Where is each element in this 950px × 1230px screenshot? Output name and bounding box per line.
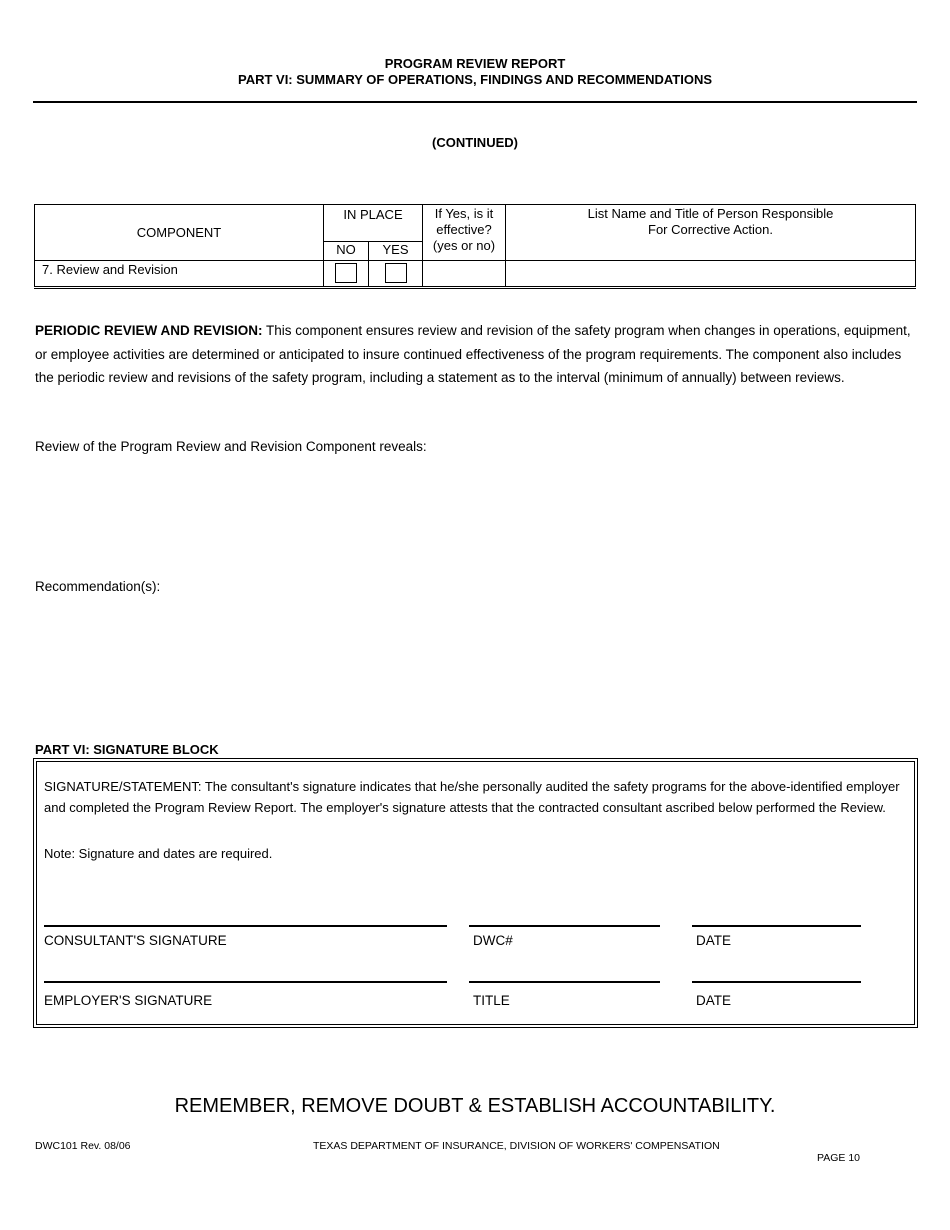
in-place-header: IN PLACE [324, 205, 423, 242]
effective-header-line2: effective? [436, 222, 492, 237]
no-header: NO [324, 242, 369, 261]
accountability-motto: REMEMBER, REMOVE DOUBT & ESTABLISH ACCOUNTABILITY. [174, 1095, 776, 1117]
dwc-number-line[interactable] [469, 925, 660, 927]
agency-name: TEXAS DEPARTMENT OF INSURANCE, DIVISION OF WORKERS' COMPENSATION [313, 1140, 720, 1152]
effective-input-cell[interactable] [423, 261, 506, 288]
consultant-signature-label: CONSULTANT'S SIGNATURE [44, 933, 227, 948]
employer-signature-label: EMPLOYER'S SIGNATURE [44, 993, 213, 1008]
person-header-line1: List Name and Title of Person Responsible [587, 206, 834, 221]
report-subtitle: PART VI: SUMMARY OF OPERATIONS, FINDINGS AND RECOMMENDATIONS [237, 72, 713, 87]
yes-header: YES [369, 242, 423, 261]
effective-header-line3: (yes or no) [432, 238, 496, 253]
consultant-date-line[interactable] [692, 925, 861, 927]
title-line[interactable] [469, 981, 660, 983]
person-header-line2: For Corrective Action. [648, 222, 773, 237]
employer-date-line[interactable] [692, 981, 861, 983]
signature-block-title: PART VI: SIGNATURE BLOCK [35, 742, 219, 757]
signature-note: Note: Signature and dates are required. [44, 846, 273, 861]
person-input-cell[interactable] [506, 261, 916, 288]
no-checkbox-cell [324, 261, 369, 288]
header-divider [33, 101, 917, 103]
consultant-date-label: DATE [696, 933, 732, 948]
component-table [34, 204, 916, 289]
review-reveals-label: Review of the Program Review and Revision Component reveals: [35, 439, 427, 454]
yes-checkbox-cell [369, 261, 423, 288]
dwc-number-label: DWC# [473, 933, 513, 948]
no-checkbox[interactable] [335, 263, 357, 283]
form-id: DWC101 Rev. 08/06 [35, 1140, 131, 1152]
component-header: COMPONENT [35, 205, 324, 261]
employer-signature-line[interactable] [44, 981, 447, 983]
page-number: PAGE 10 [817, 1152, 860, 1164]
effective-header-line1: If Yes, is it [434, 206, 494, 221]
yes-checkbox[interactable] [385, 263, 407, 283]
recommendations-label: Recommendation(s): [35, 579, 161, 594]
row-review-revision: 7. Review and Revision [35, 261, 324, 288]
title-label: TITLE [473, 993, 510, 1008]
employer-date-label: DATE [696, 993, 732, 1008]
signature-statement: SIGNATURE/STATEMENT: The consultant's signature indicates that he/she personally audited the safety programs for the above-identified employer and completed the Program Review Report. The employer's signature attests that the contracted consultant ascribed below performed the Review. [44, 779, 900, 815]
periodic-review-paragraph [35, 319, 915, 390]
consultant-signature-line[interactable] [44, 925, 447, 927]
effective-header [423, 205, 506, 261]
paragraph-lead: PERIODIC REVIEW AND REVISION: [35, 323, 263, 338]
report-title: PROGRAM REVIEW REPORT [384, 56, 566, 71]
continued-label: (CONTINUED) [432, 135, 518, 150]
paragraph-text: This component ensures review and revision of the safety program when changes in operations, equipment, or employee activities are determined or anticipated to insure continued effectiveness of the program requirements. The component also includes the periodic review and revisions of the safety program, including a statement as to the interval (minimum of annually) between reviews. [35, 323, 911, 385]
person-responsible-header [506, 205, 916, 261]
